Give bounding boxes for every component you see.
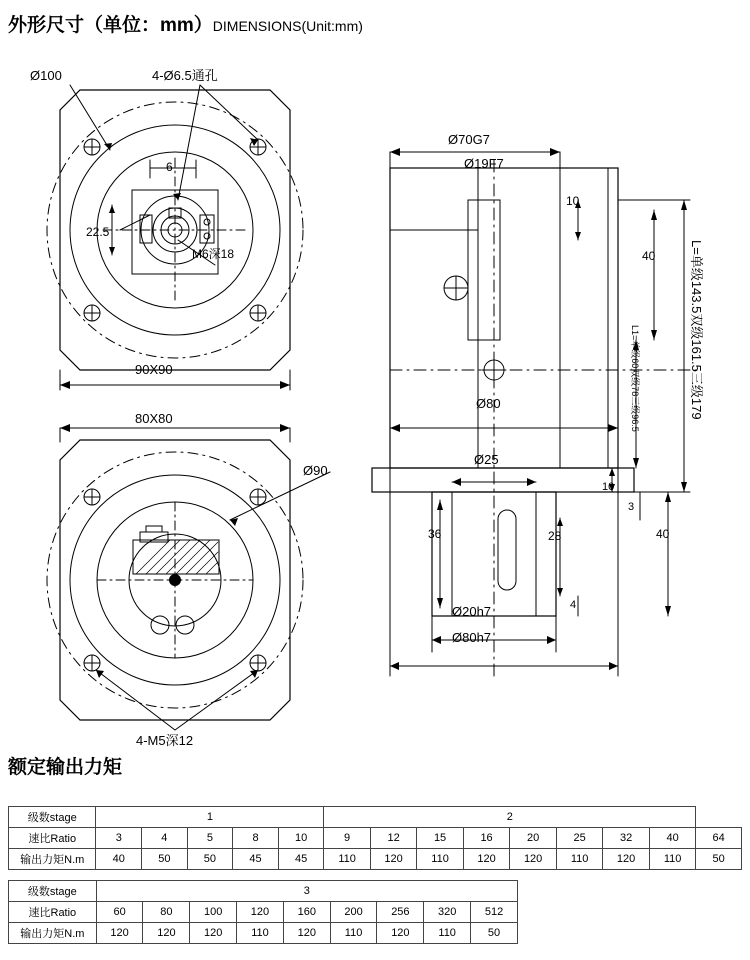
label-d20h7: Ø20h7	[452, 604, 492, 619]
label-d90: Ø90	[303, 463, 328, 478]
stage-group-cell: 3	[96, 881, 517, 902]
data-cell: 45	[278, 849, 324, 870]
data-cell: 120	[283, 923, 330, 944]
data-cell: 50	[696, 849, 742, 870]
data-cell: 40	[649, 828, 695, 849]
label-dim3: 3	[628, 501, 635, 513]
data-cell: 8	[233, 828, 279, 849]
data-cell: 256	[377, 902, 424, 923]
row-label: 级数stage	[9, 807, 96, 828]
torque-table-2	[8, 880, 518, 944]
data-cell: 100	[190, 902, 237, 923]
label-d25: Ø25	[474, 452, 499, 467]
output-flange	[372, 468, 634, 492]
row-label: 速比Ratio	[9, 828, 96, 849]
torque-table-1	[8, 806, 742, 870]
data-cell: 120	[603, 849, 650, 870]
data-cell: 110	[330, 923, 377, 944]
label-length-note: L=单级143.5双级161.5三级179	[689, 240, 704, 420]
page-title-en: DIMENSIONS(Unit:mm)	[212, 18, 363, 34]
row-label: 速比Ratio	[9, 902, 97, 923]
label-dim10-top: 10	[566, 194, 580, 208]
label-d80h7: Ø80h7	[452, 630, 492, 645]
data-cell: 120	[190, 923, 237, 944]
label-dim6: 6	[166, 160, 173, 174]
technical-drawing	[0, 40, 750, 748]
data-cell: 60	[96, 902, 143, 923]
data-cell: 32	[603, 828, 650, 849]
label-dim40-bot: 40	[656, 527, 670, 541]
label-dim10-bot: 10	[602, 481, 615, 493]
data-cell: 120	[237, 902, 284, 923]
data-cell: 20	[510, 828, 557, 849]
data-cell: 120	[370, 849, 417, 870]
label-dim225: 22.5	[86, 225, 110, 239]
data-cell: 110	[417, 849, 463, 870]
data-cell: 16	[463, 828, 510, 849]
label-dim4: 4	[570, 599, 577, 611]
data-cell: 5	[187, 828, 233, 849]
data-cell: 120	[96, 923, 143, 944]
data-cell: 120	[377, 923, 424, 944]
table-row	[9, 807, 742, 828]
torque-section-title: 额定输出力矩	[8, 757, 123, 778]
data-cell: 110	[424, 923, 471, 944]
data-cell: 4	[142, 828, 188, 849]
data-cell: 160	[283, 902, 330, 923]
data-cell: 12	[370, 828, 417, 849]
data-cell: 45	[233, 849, 279, 870]
label-dim40-top: 40	[642, 249, 656, 263]
data-cell: 50	[187, 849, 233, 870]
label-d100: Ø100	[30, 68, 62, 83]
page-title	[8, 10, 363, 37]
table-row	[9, 849, 742, 870]
label-90x90: 90X90	[135, 362, 173, 377]
torque-table-1-body	[9, 807, 742, 870]
data-cell: 15	[417, 828, 463, 849]
label-d19f7: Ø19F7	[464, 156, 504, 171]
data-cell: 110	[237, 923, 284, 944]
data-cell: 80	[143, 902, 190, 923]
data-cell: 200	[330, 902, 377, 923]
row-label: 输出力矩N.m	[9, 849, 96, 870]
data-cell: 110	[649, 849, 695, 870]
stage-group-cell: 2	[324, 807, 696, 828]
table-row	[9, 902, 518, 923]
data-cell: 120	[510, 849, 557, 870]
label-dim36: 36	[428, 527, 442, 541]
data-cell: 120	[143, 923, 190, 944]
data-cell: 3	[96, 828, 142, 849]
data-cell: 40	[96, 849, 142, 870]
data-cell: 512	[471, 902, 518, 923]
row-label: 级数stage	[9, 881, 97, 902]
data-cell: 64	[696, 828, 742, 849]
data-cell: 50	[471, 923, 518, 944]
label-80x80: 80X80	[135, 411, 173, 426]
page-title-cn: 外形尺寸（单位：mm）	[8, 15, 213, 36]
stage-group-cell: 1	[96, 807, 324, 828]
data-cell: 25	[556, 828, 602, 849]
label-d70g7: Ø70G7	[448, 132, 490, 147]
label-d80: Ø80	[476, 396, 501, 411]
table-row	[9, 828, 742, 849]
data-cell: 10	[278, 828, 324, 849]
label-m6: M6深18	[192, 247, 235, 261]
torque-table-2-body	[9, 881, 518, 944]
label-holes: 4-Ø6.5通孔	[152, 68, 218, 83]
data-cell: 110	[324, 849, 370, 870]
data-cell: 120	[463, 849, 510, 870]
label-dim28: 28	[548, 529, 562, 543]
table-row	[9, 923, 518, 944]
label-m5: 4-M5深12	[136, 733, 194, 748]
body-section	[390, 168, 618, 468]
table-row	[9, 881, 518, 902]
row-label: 输出力矩N.m	[9, 923, 97, 944]
label-length-note2: L1=单级60双级78三级96.5	[630, 325, 640, 432]
data-cell: 110	[556, 849, 602, 870]
data-cell: 320	[424, 902, 471, 923]
data-cell: 50	[142, 849, 188, 870]
data-cell: 9	[324, 828, 370, 849]
